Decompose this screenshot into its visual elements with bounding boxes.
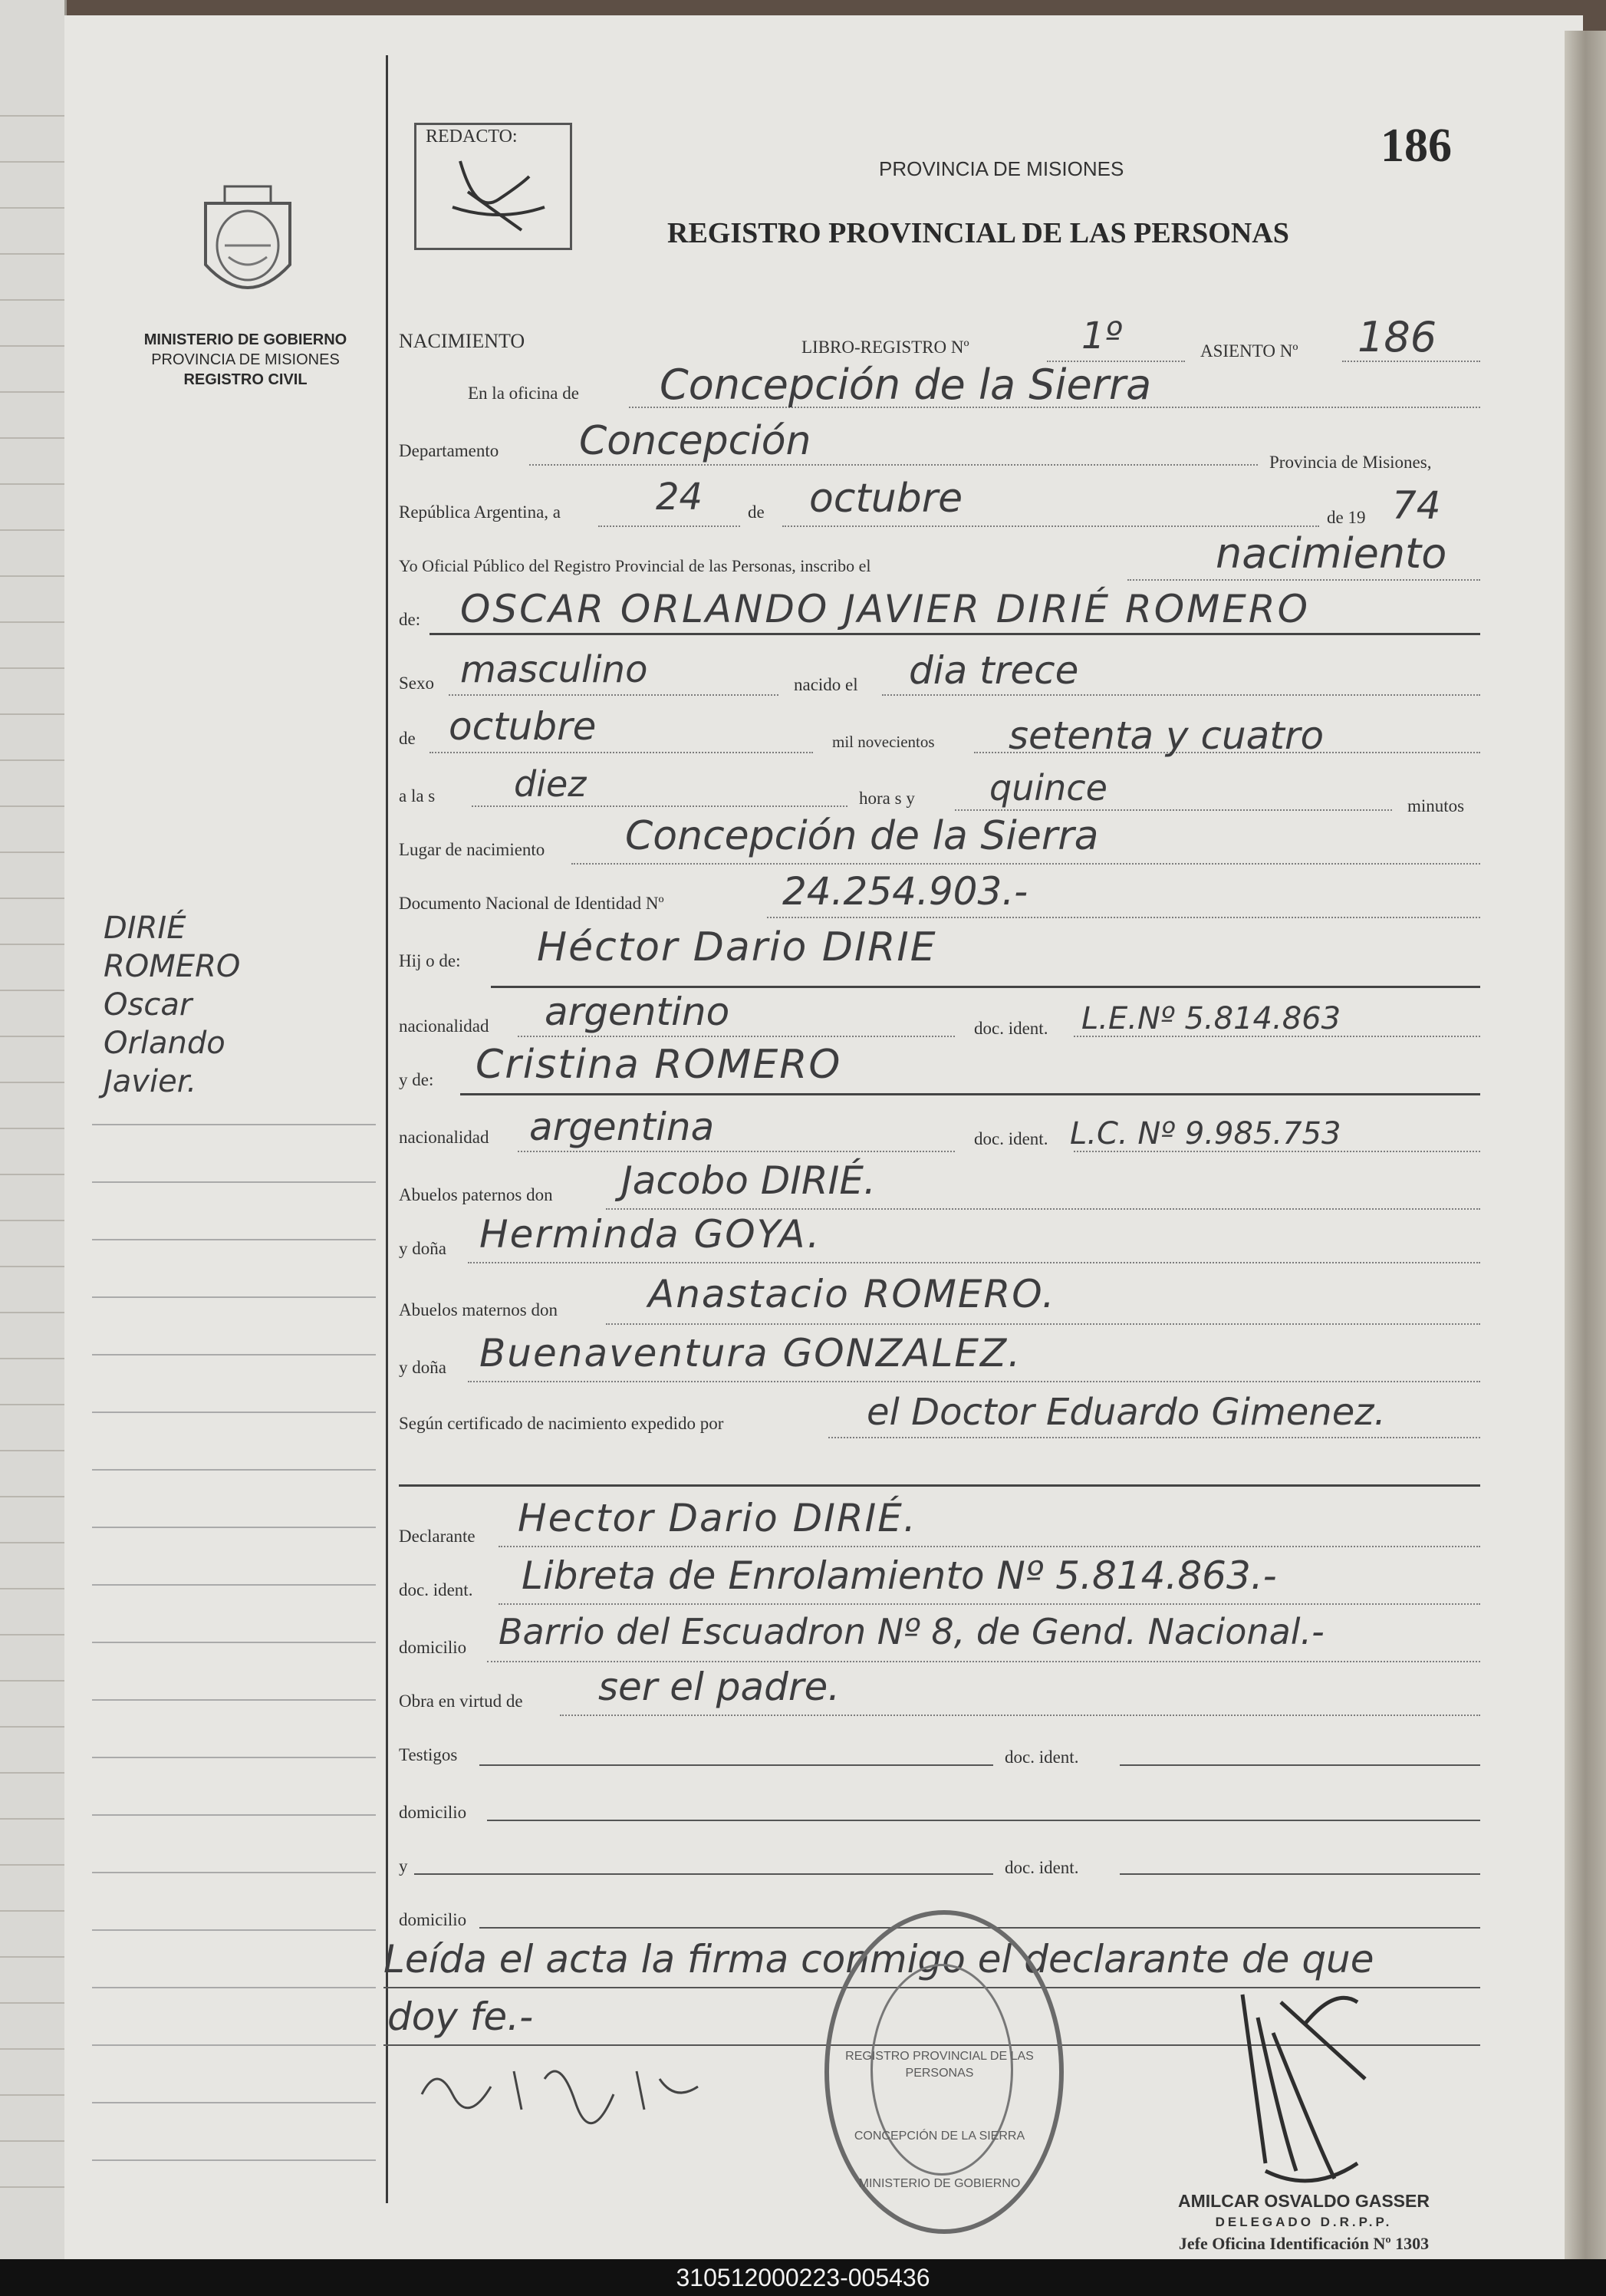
redactor-signature-icon — [429, 146, 560, 238]
departamento-label: Departamento — [399, 441, 499, 460]
mother-name: Cristina ROMERO — [476, 1042, 842, 1088]
minutes-value: quince — [989, 767, 1107, 809]
seal-inner-text: CONCEPCIÓN DE LA SIERRA — [854, 2130, 1025, 2143]
dni-value: 24.254.903.- — [782, 869, 1028, 914]
asiento-value: 186 — [1358, 313, 1437, 361]
book-binding — [0, 0, 67, 2259]
declarant-signature-icon — [406, 2033, 752, 2125]
abuelo-mat-value: Anastacio ROMERO. — [648, 1272, 1056, 1316]
minutos-label: minutos — [1407, 796, 1465, 815]
redacto-label: REDACTO: — [426, 127, 518, 147]
sexo-value: masculino — [460, 648, 648, 691]
page-number: 186 — [1381, 120, 1452, 172]
test-doc-label: doc. ident. — [1005, 1748, 1079, 1767]
doc2-value: L.C. Nº 9.985.753 — [1070, 1116, 1341, 1151]
lugar-value: Concepción de la Sierra — [625, 813, 1099, 859]
child-name: OSCAR ORLANDO JAVIER DIRIÉ ROMERO — [460, 587, 1310, 631]
nacido-value: dia trece — [909, 648, 1079, 693]
margin-note-line: ROMERO — [104, 949, 241, 984]
obra-value: ser el padre. — [598, 1665, 841, 1709]
signer-name: AMILCAR OSVALDO GASSER — [1178, 2191, 1430, 2211]
ministry-line: MINISTERIO DE GOBIERNO — [143, 331, 347, 348]
de-label: de — [748, 502, 765, 522]
province-title: PROVINCIA DE MISIONES — [879, 157, 1124, 180]
nac1-label: nacionalidad — [399, 1016, 489, 1036]
nac2-label: nacionalidad — [399, 1128, 489, 1147]
abuelos-pat-label: Abuelos paternos don — [399, 1185, 553, 1204]
sexo-label: Sexo — [399, 674, 434, 693]
dni-label: Documento Nacional de Identidad Nº — [399, 894, 664, 913]
domicilio2-label: domicilio — [399, 1803, 467, 1822]
abuelo-pat-value: Jacobo DIRIÉ. — [621, 1158, 876, 1203]
de-colon-label: de: — [399, 610, 421, 629]
republica-label: República Argentina, a — [399, 502, 561, 522]
oficina-label: En la oficina de — [468, 384, 579, 403]
official-signature-icon — [1212, 1972, 1404, 2194]
closing-line-1: Leída el acta la firma conmigo el declarante de que — [383, 1937, 1374, 1981]
asiento-label: ASIENTO Nº — [1200, 341, 1298, 361]
seal-bottom-text: MINISTERIO DE GOBIERNO — [858, 2177, 1021, 2190]
seal-text: REGISTRO PROVINCIAL DE LAS PERSONAS — [845, 2050, 1034, 2080]
mil-label: mil novecientos — [832, 733, 935, 751]
nacido-label: nacido el — [794, 675, 858, 694]
closing-line-2: doy fe.- — [387, 1995, 534, 2039]
signer-office: Jefe Oficina Identificación Nº 1303 — [1178, 2234, 1430, 2253]
hijo-label: Hij o de: — [399, 951, 461, 970]
margin-note-line: Javier. — [104, 1064, 197, 1099]
margin-note-line: Orlando — [104, 1026, 225, 1061]
margin-note-line: DIRIÉ — [104, 911, 186, 946]
declarante-value: Hector Dario DIRIÉ. — [518, 1496, 917, 1540]
domicilio-label: domicilio — [399, 1638, 467, 1657]
day-value: 24 — [656, 476, 703, 519]
abuelos-mat-label: Abuelos maternos don — [399, 1300, 558, 1319]
docid-value: Libreta de Enrolamiento Nº 5.814.863.- — [522, 1553, 1277, 1598]
nacimiento-label: NACIMIENTO — [399, 330, 525, 352]
domicilio3-label: domicilio — [399, 1910, 467, 1929]
abuela-pat-value: Herminda GOYA. — [479, 1212, 821, 1257]
margin-note-line: Oscar — [104, 987, 193, 1023]
libro-label: LIBRO-REGISTRO Nº — [801, 338, 969, 357]
province-line: PROVINCIA DE MISIONES — [151, 351, 340, 368]
abuela-mat-value: Buenaventura GONZALEZ. — [479, 1331, 1022, 1375]
doc1-label: doc. ident. — [974, 1019, 1048, 1038]
declarante-label: Declarante — [399, 1527, 476, 1546]
oficial-statement: Yo Oficial Público del Registro Provincial de las Personas, inscribo el — [399, 556, 871, 575]
y-doc-label: doc. ident. — [1005, 1858, 1079, 1877]
margin-note — [104, 909, 240, 1101]
month-value: octubre — [809, 476, 963, 522]
ydona1-label: y doña — [399, 1239, 446, 1258]
inscribo-value: nacimiento — [1216, 529, 1447, 578]
de2-label: de — [399, 729, 416, 748]
year-value: 74 — [1392, 483, 1441, 528]
page-edge — [1565, 31, 1606, 2259]
ydona2-label: y doña — [399, 1358, 446, 1377]
doc2-label: doc. ident. — [974, 1129, 1048, 1148]
y-label: y — [399, 1856, 408, 1876]
oficina-value: Concepción de la Sierra — [660, 361, 1152, 409]
libro-value: 1º — [1081, 315, 1123, 357]
yde-label: y de: — [399, 1070, 434, 1089]
margin-divider — [386, 55, 388, 2203]
alas-label: a la s — [399, 786, 436, 805]
nac1-value: argentino — [545, 990, 730, 1034]
testigos-label: Testigos — [399, 1745, 458, 1764]
doc1-value: L.E.Nº 5.814.863 — [1081, 1001, 1341, 1036]
document-id-footer: 310512000223-005436 — [0, 2259, 1606, 2296]
departamento-value: Concepción — [579, 418, 811, 464]
nacido-month: octubre — [449, 704, 597, 749]
provincia-suffix: Provincia de Misiones, — [1269, 453, 1432, 472]
civil-registry-line: REGISTRO CIVIL — [183, 371, 308, 388]
docid-label: doc. ident. — [399, 1580, 473, 1599]
segun-label: Según certificado de nacimiento expedido por — [399, 1414, 724, 1433]
year-label: de 19 — [1327, 508, 1366, 527]
obra-label: Obra en virtud de — [399, 1692, 523, 1711]
father-name: Héctor Dario DIRIE — [537, 924, 937, 970]
lugar-label: Lugar de nacimiento — [399, 840, 545, 859]
registry-title: REGISTRO PROVINCIAL DE LAS PERSONAS — [667, 217, 1289, 249]
mil-value: setenta y cuatro — [1009, 713, 1325, 758]
hour-value: diez — [514, 763, 587, 805]
signer-title: DELEGADO D.R.P.P. — [1215, 2215, 1393, 2229]
ministry-seal-icon — [190, 180, 305, 315]
segun-value: el Doctor Eduardo Gimenez. — [867, 1391, 1386, 1434]
nac2-value: argentina — [529, 1105, 715, 1149]
domicilio-value: Barrio del Escuadron Nº 8, de Gend. Nacional.- — [499, 1611, 1325, 1652]
horas-label: hora s y — [859, 789, 915, 808]
